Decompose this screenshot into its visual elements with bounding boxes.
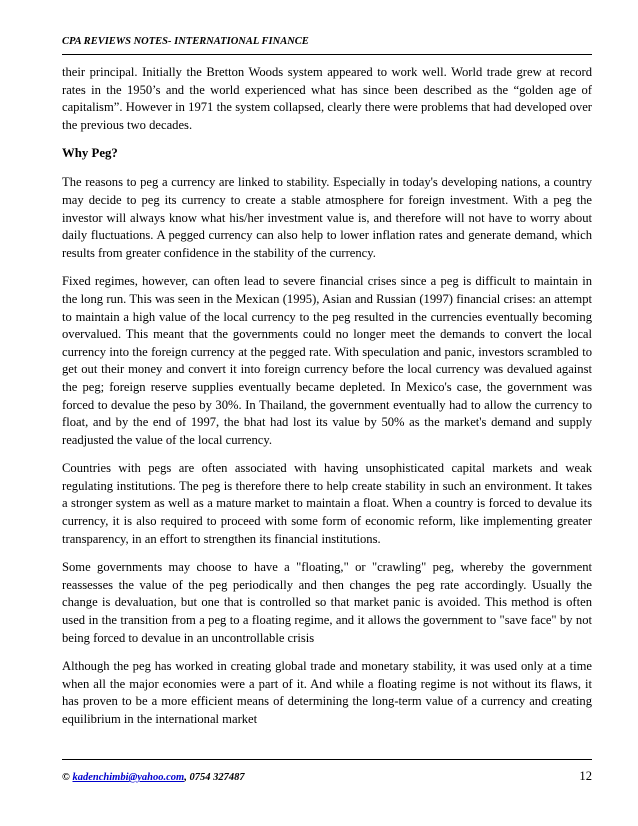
section-heading: Why Peg? (62, 146, 118, 161)
email-link[interactable]: kadenchimbi@yahoo.com (72, 772, 185, 783)
paragraph-conclusion: Although the peg has worked in creating global trade and monetary stability, it was used only at a time when all the major economies were a part of it. And while a floating regime is not without its flaws, it has proven to be a more efficient means of determining the long-term value of a currency and creating equilibrium in the international market (62, 659, 592, 726)
header-title: CPA REVIEWS NOTES- INTERNATIONAL FINANCE (62, 36, 309, 47)
paragraph-countries-with-pegs: Countries with pegs are often associated with having unsophisticated capital markets and weak regulating institutions. The peg is therefore there to help create stability in such an environment. It takes a stronger system as well as a mature market to maintain a float. When a country is forced to devalue its currency, it is also required to proceed with some form of economic reform, like implementing greater transparency, in an effort to strengthen its financial institutions. (62, 461, 592, 546)
page-header (62, 36, 592, 55)
phone-number: , 0754 327487 (184, 772, 245, 783)
paragraph-reasons-to-peg: The reasons to peg a currency are linked to stability. Especially in today's developing nations, a country may decide to peg its currency to create a stable atmosphere for foreign investment. With a peg the investor will always know what his/her investment value is, and therefore will not have to worry about daily fluctuations. A pegged currency can also help to lower inflation rates and generate demand, which results from greater confidence in the stability of the currency. (62, 175, 592, 260)
paragraph-fixed-regimes: Fixed regimes, however, can often lead to severe financial crises since a peg is difficult to maintain in the long run. This was seen in the Mexican (1995), Asian and Russian (1997) financial crises: an attempt to maintain a high value of the local currency to the peg resulted in the currencies eventually becoming overvalued. This meant that the governments could no longer meet the demands to convert the local currency into the foreign currency at the pegged rate. With speculation and panic, investors scrambled to get out their money and convert it into foreign currency before the local currency was devalued against the peg; foreign reserve supplies eventually became depleted. In Mexico's case, the government was forced to devalue the peso by 30%. In Thailand, the government eventually had to allow the currency to float, and by the end of 1997, the bhat had lost its value by 50% as the market's demand and supply readjusted the value of the local currency. (62, 274, 592, 447)
copyright-symbol: © (62, 772, 70, 783)
document-page (62, 0, 592, 826)
page-footer (62, 759, 592, 784)
footer-contact (62, 772, 245, 783)
page-number: 12 (579, 769, 592, 783)
paragraph-bretton-woods: their principal. Initially the Bretton Woods system appeared to work well. World trade grew at record rates in the 1950’s and the world experienced what has since been described as the “golden age of capitalism”. However in 1971 the system collapsed, clearly there were problems that had developed over the previous two decades. (62, 65, 592, 132)
document-body (62, 64, 592, 740)
paragraph-crawling-peg: Some governments may choose to have a "floating," or "crawling" peg, whereby the government reassesses the value of the peg periodically and then changes the peg rate accordingly. Usually the change is devaluation, but one that is controlled so that market panic is avoided. This method is often used in the transition from a peg to a floating regime, and it allows the government to "save face" by not being forced to devalue in an uncontrollable crisis (62, 560, 592, 645)
